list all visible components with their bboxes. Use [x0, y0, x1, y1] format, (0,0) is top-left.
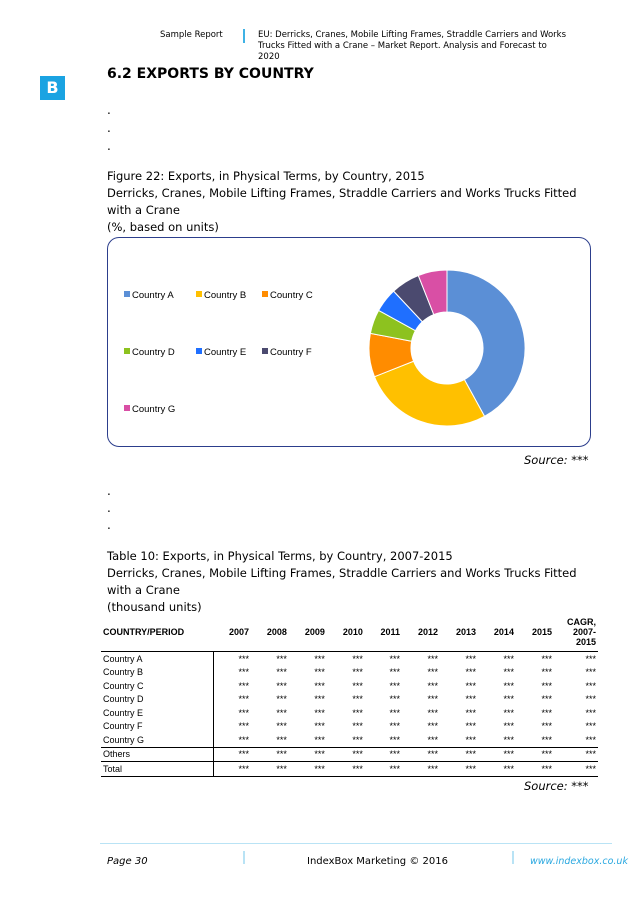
- ellipsis-dot: .: [107, 139, 111, 153]
- header-divider: [243, 29, 245, 43]
- table-cell: ***: [585, 680, 596, 691]
- table-cell: ***: [213, 762, 251, 777]
- table-cell: ***: [503, 694, 514, 705]
- table-cell: ***: [276, 721, 287, 732]
- table-cell: ***: [314, 694, 325, 705]
- header-report-title: EU: Derricks, Cranes, Mobile Lifting Frames, Straddle Carriers and Works Trucks Fitted with a Crane – Market Report. Analysis and Forecast to 2020: [258, 30, 567, 62]
- table-cell: ***: [440, 747, 478, 762]
- table-cell: ***: [478, 747, 516, 762]
- table-cell: ***: [213, 679, 251, 693]
- legend-label: Country B: [204, 290, 247, 301]
- table-row: [101, 720, 598, 734]
- table-cell: ***: [585, 721, 596, 732]
- table-cell: ***: [314, 721, 325, 732]
- table-cell: ***: [389, 653, 401, 664]
- table-cell: ***: [585, 707, 596, 718]
- footer-copyright: IndexBox Marketing © 2016: [307, 856, 448, 867]
- legend-item: [262, 347, 312, 358]
- table-row: [101, 666, 598, 680]
- table-cell: ***: [389, 734, 401, 745]
- table-cell: ***: [314, 680, 325, 691]
- table-cell: ***: [314, 667, 325, 678]
- table-cell: ***: [352, 707, 363, 718]
- legend-item: [124, 404, 175, 415]
- table-cell: ***: [541, 721, 552, 732]
- table-cell: ***: [213, 666, 251, 680]
- figure-unit: (%, based on units): [107, 220, 219, 234]
- table-cell: ***: [365, 762, 402, 777]
- table-row-label: Country C: [103, 680, 144, 691]
- section-title: 6.2 EXPORTS BY COUNTRY: [107, 66, 314, 82]
- table-row-label: Country D: [103, 694, 144, 705]
- table-row-label: Total: [101, 762, 213, 777]
- legend-label: Country E: [204, 347, 247, 358]
- table-cell: ***: [352, 734, 363, 745]
- table-row: [101, 652, 598, 666]
- table-cell: ***: [213, 733, 251, 747]
- table-row-label: Country F: [103, 721, 143, 732]
- table-title: Table 10: Exports, in Physical Terms, by Country, 2007-2015: [107, 549, 453, 563]
- table-cell: ***: [352, 653, 363, 664]
- table-cell: ***: [585, 734, 596, 745]
- table-cell: ***: [440, 762, 478, 777]
- table-subtitle: Derricks, Cranes, Mobile Lifting Frames, Straddle Carriers and Works Trucks Fitted with a Crane: [107, 566, 577, 597]
- table-cell: ***: [289, 762, 327, 777]
- donut-chart: [363, 256, 563, 456]
- table-cell: ***: [541, 694, 552, 705]
- table-row: [101, 679, 598, 693]
- table-cell: ***: [478, 762, 516, 777]
- table-cell: ***: [213, 652, 251, 666]
- footer-divider: [512, 851, 514, 864]
- table-cell: ***: [276, 734, 287, 745]
- table-header-cell: 2011: [365, 613, 402, 652]
- figure-caption: [107, 168, 597, 236]
- table-cell: ***: [427, 680, 439, 691]
- legend-item: [124, 290, 174, 301]
- table-row-label: Country A: [103, 653, 143, 664]
- table-cell: ***: [402, 747, 440, 762]
- table-cell: ***: [465, 707, 476, 718]
- table-header-cell: 2008: [251, 613, 289, 652]
- table-cell: ***: [276, 667, 287, 678]
- table-cell: ***: [327, 747, 365, 762]
- table-cell: ***: [352, 667, 363, 678]
- table-cell: ***: [541, 734, 552, 745]
- table-cell: ***: [554, 747, 598, 762]
- legend-label: Country G: [132, 404, 176, 415]
- legend-swatch: [196, 291, 202, 297]
- figure-title: Figure 22: Exports, in Physical Terms, by Country, 2015: [107, 169, 425, 183]
- table-cell: ***: [503, 653, 514, 664]
- table-cell: ***: [585, 694, 596, 705]
- table-cell: ***: [541, 653, 552, 664]
- table-row: [101, 747, 598, 762]
- legend-item: [196, 290, 246, 301]
- legend-swatch: [124, 405, 130, 411]
- legend-swatch: [124, 291, 130, 297]
- table-cell: ***: [516, 762, 554, 777]
- chart-frame: [107, 237, 591, 447]
- table-row: [101, 706, 598, 720]
- donut-slice: [374, 361, 484, 426]
- table-cell: ***: [427, 694, 439, 705]
- table-header-cell: 2013: [440, 613, 478, 652]
- table-cell: ***: [427, 721, 439, 732]
- table-header-cell: 2015: [516, 613, 554, 652]
- indexbox-logo: B: [40, 76, 65, 100]
- table-cell: ***: [213, 747, 251, 762]
- table-cell: ***: [554, 762, 598, 777]
- figure-source: Source: ***: [524, 453, 589, 467]
- table-cell: ***: [541, 707, 552, 718]
- legend-swatch: [262, 348, 268, 354]
- table-cell: ***: [276, 694, 287, 705]
- table-row-label: Others: [101, 747, 213, 762]
- table-cell: ***: [352, 694, 363, 705]
- table-cell: ***: [402, 762, 440, 777]
- table-cell: ***: [465, 694, 476, 705]
- ellipsis-dot: .: [107, 484, 111, 498]
- table-header-cell: 2012: [402, 613, 440, 652]
- table-cell: ***: [465, 680, 476, 691]
- table-cell: ***: [389, 721, 401, 732]
- table-cell: ***: [465, 653, 476, 664]
- table-cell: ***: [465, 721, 476, 732]
- table-cell: ***: [516, 747, 554, 762]
- table-cell: ***: [541, 667, 552, 678]
- table-source: Source: ***: [524, 779, 589, 793]
- legend-swatch: [196, 348, 202, 354]
- table-cell: ***: [389, 694, 401, 705]
- table-cell: ***: [389, 667, 401, 678]
- table-header-cell: 2009: [289, 613, 327, 652]
- table-cell: ***: [427, 734, 439, 745]
- table-cell: ***: [314, 734, 325, 745]
- table-header-row: [101, 613, 598, 652]
- table-cell: ***: [585, 667, 596, 678]
- footer-divider: [243, 851, 245, 864]
- table-cell: ***: [503, 734, 514, 745]
- legend-label: Country C: [270, 290, 313, 301]
- table-cell: ***: [276, 680, 287, 691]
- legend-label: Country D: [132, 347, 175, 358]
- table-cell: ***: [352, 721, 363, 732]
- table-cell: ***: [427, 707, 439, 718]
- table-cell: ***: [314, 653, 325, 664]
- header-report-type: Sample Report: [160, 30, 223, 40]
- table-row: [101, 733, 598, 747]
- table-cell: ***: [427, 667, 439, 678]
- table-cell: ***: [465, 734, 476, 745]
- table-cell: ***: [276, 707, 287, 718]
- table-row: [101, 762, 598, 777]
- footer-line: [100, 843, 612, 844]
- table-header-cell: COUNTRY/PERIOD: [101, 613, 213, 652]
- table-cell: ***: [427, 653, 439, 664]
- table-cell: ***: [503, 680, 514, 691]
- table-cell: ***: [503, 707, 514, 718]
- table-cell: ***: [213, 706, 251, 720]
- ellipsis-dot: .: [107, 121, 111, 135]
- table-cell: ***: [389, 707, 401, 718]
- page-number: Page 30: [107, 856, 148, 867]
- ellipsis-dot: .: [107, 103, 111, 117]
- table-header-cell: 2007: [213, 613, 251, 652]
- table-cell: ***: [585, 653, 596, 664]
- footer-website-link[interactable]: www.indexbox.co.uk: [530, 856, 628, 867]
- table-cell: ***: [289, 747, 327, 762]
- table-cell: ***: [314, 707, 325, 718]
- table-cell: ***: [389, 680, 401, 691]
- table-cell: ***: [503, 667, 514, 678]
- legend-swatch: [124, 348, 130, 354]
- table-cell: ***: [213, 720, 251, 734]
- table-header-cell: 2010: [327, 613, 365, 652]
- table-cell: ***: [327, 762, 365, 777]
- table-caption: [107, 548, 597, 616]
- table-cell: ***: [541, 680, 552, 691]
- ellipsis-dot: .: [107, 501, 111, 515]
- table-row-label: Country E: [103, 707, 144, 718]
- table-cell: ***: [465, 667, 476, 678]
- table-cell: ***: [503, 721, 514, 732]
- table-header-cell: 2014: [478, 613, 516, 652]
- table-cell: ***: [251, 762, 289, 777]
- table-cell: ***: [352, 680, 363, 691]
- table-cell: ***: [365, 747, 402, 762]
- figure-subtitle: Derricks, Cranes, Mobile Lifting Frames, Straddle Carriers and Works Trucks Fitted with a Crane: [107, 186, 577, 217]
- ellipsis-dot: .: [107, 518, 111, 532]
- legend-label: Country F: [270, 347, 312, 358]
- legend-swatch: [262, 291, 268, 297]
- table-row-label: Country G: [103, 734, 145, 745]
- exports-table: [101, 613, 598, 777]
- table-unit: (thousand units): [107, 600, 202, 614]
- table-cell: ***: [251, 747, 289, 762]
- table-row-label: Country B: [103, 667, 144, 678]
- legend-item: [196, 347, 246, 358]
- table-row: [101, 693, 598, 707]
- legend-label: Country A: [132, 290, 174, 301]
- legend-item: [262, 290, 313, 301]
- legend-item: [124, 347, 175, 358]
- table-header-cell: CAGR, 2007-2015: [554, 613, 598, 652]
- table-cell: ***: [276, 653, 287, 664]
- table-cell: ***: [213, 693, 251, 707]
